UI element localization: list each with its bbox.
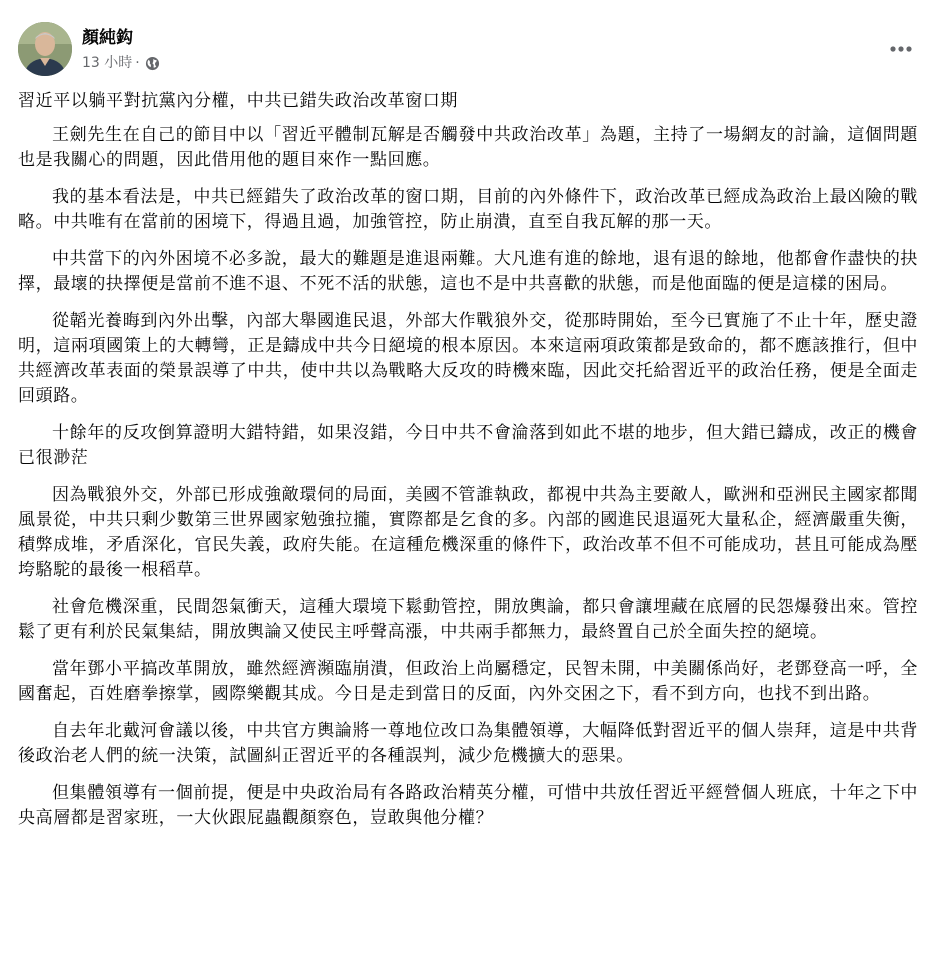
post-meta [82,53,160,73]
post-paragraph: 但集體領導有一個前提，便是中央政治局有各路政治精英分權，可惜中共放任習近平經營個人班底，十年之下中央高層都是習家班，一大伙跟屁蟲觀顏察色，豈敢與他分權？ [18,783,918,828]
post-paragraph: 當年鄧小平搞改革開放，雖然經濟瀕臨崩潰，但政治上尚屬穩定，民智未開，中美關係尚好，老鄧登高一呼，全國奮起，百姓磨拳擦掌，國際樂觀其成。今日是走到當日的反面，內外交困之下，看不到方向，也找不到出路。 [18,659,918,704]
post-paragraph: 自去年北戴河會議以後，中共官方輿論將一尊地位改口為集體領導，大幅降低對習近平的個人崇拜，這是中共背後政治老人們的統一決策，試圖糾正習近平的各種誤判，減少危機擴大的惡果。 [18,721,918,766]
author-name[interactable]: 顏純鈎 [82,28,133,48]
post-header [18,22,918,80]
post-paragraph: 王劍先生在自己的節目中以「習近平體制瓦解是否觸發中共政治改革」為題，主持了一場網友的討論，這個問題也是我關心的問題，因此借用他的題目來作一點回應。 [18,125,918,170]
post-timestamp[interactable]: 13 小時 [82,55,133,71]
avatar-photo-icon [18,22,72,76]
post-title: 習近平以躺平對抗黨內分權，中共已錯失政治改革窗口期 [18,91,458,111]
meta-separator: · [135,55,140,71]
post-paragraph: 中共當下的內外困境不必多說，最大的難題是進退兩難。大凡進有進的餘地，退有退的餘地，他都會作盡快的抉擇，最壞的抉擇便是當前不進不退、不死不活的狀態，這也不是中共喜歡的狀態，而是他面臨的便是這樣的困局。 [18,249,918,294]
post-paragraph: 我的基本看法是，中共已經錯失了政治改革的窗口期，目前的內外條件下，政治改革已經成為政治上最凶險的戰略。中共唯有在當前的困境下，得過且過，加強管控，防止崩潰，直至自我瓦解的那一天。 [18,187,918,232]
globe-icon[interactable] [145,56,160,71]
post-paragraph: 從韜光養晦到內外出擊，內部大舉國進民退，外部大作戰狼外交，從那時開始，至今已實施了不止十年，歷史證明，這兩項國策上的大轉彎，正是鑄成中共今日絕境的根本原因。本來這兩項政策都是致命的，都不應該推行，但中共經濟改革表面的榮景誤導了中共，使中共以為戰略大反攻的時機來臨，因此交托給習近平的政治任務，便是全面走回頭路。 [18,311,918,406]
post-body [18,89,918,843]
post-paragraph: 社會危機深重，民間怨氣衝天，這種大環境下鬆動管控，開放輿論，都只會讓埋藏在底層的民怨爆發出來。管控鬆了更有利於民氣集結，開放輿論又使民主呼聲高漲，中共兩手都無力，最終置自己於全面失控的絕境。 [18,597,918,642]
more-horizontal-icon [889,45,913,53]
author-avatar[interactable] [18,22,72,76]
post-paragraph: 十餘年的反攻倒算證明大錯特錯，如果沒錯，今日中共不會淪落到如此不堪的地步，但大錯已鑄成，改正的機會已很渺茫 [18,423,918,468]
more-options-button[interactable] [884,32,918,66]
post-paragraph: 因為戰狼外交，外部已形成強敵環伺的局面，美國不管誰執政，都視中共為主要敵人，歐洲和亞洲民主國家都聞風景從，中共只剩少數第三世界國家勉強拉攏，實際都是乞食的多。內部的國進民退逼死大量私企，經濟嚴重失衡，積弊成堆，矛盾深化，官民失義，政府失能。在這種危機深重的條件下，政治改革不但不可能成功，甚且可能成為壓垮駱駝的最後一根稻草。 [18,485,918,580]
